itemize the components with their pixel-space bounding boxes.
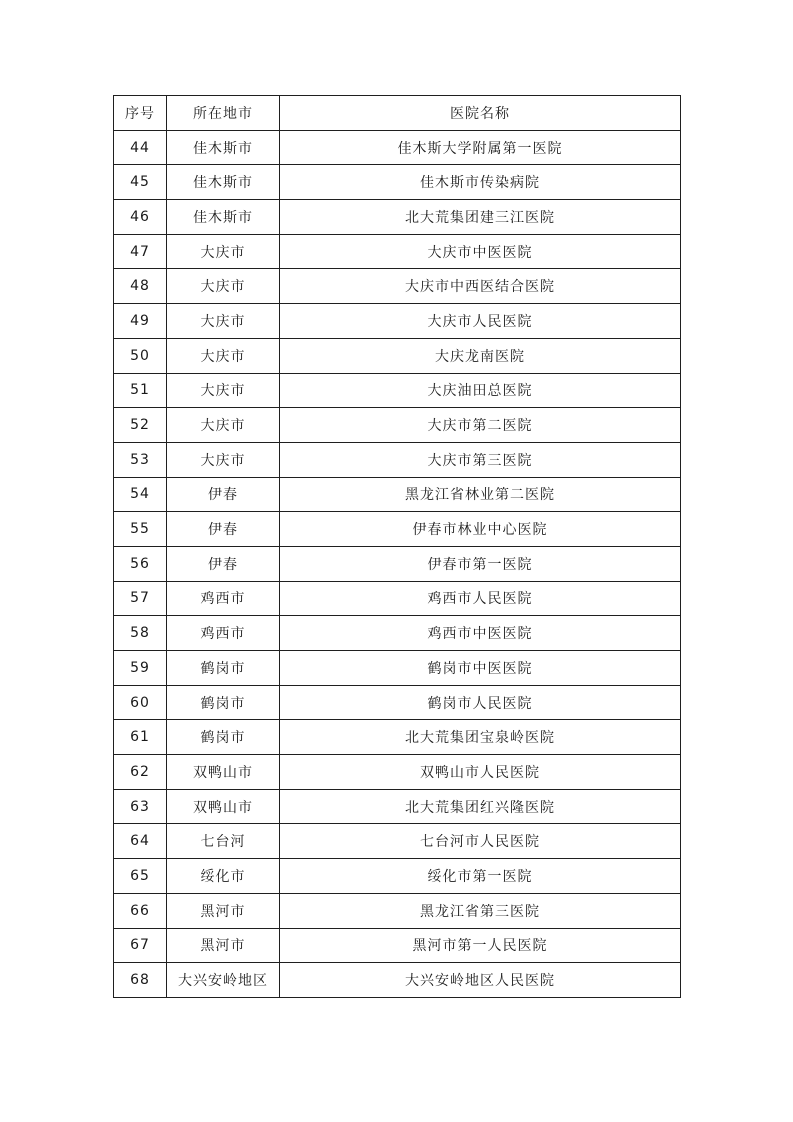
cell-hospital-name: 七台河市人民医院 xyxy=(280,824,681,859)
cell-no: 53 xyxy=(114,442,167,477)
table-row xyxy=(114,616,681,651)
table-row xyxy=(114,963,681,998)
cell-no: 46 xyxy=(114,200,167,235)
cell-hospital-name: 黑河市第一人民医院 xyxy=(280,928,681,963)
cell-no: 52 xyxy=(114,408,167,443)
cell-city: 大庆市 xyxy=(167,338,280,373)
cell-city: 鸡西市 xyxy=(167,581,280,616)
cell-hospital-name: 伊春市林业中心医院 xyxy=(280,512,681,547)
table-row xyxy=(114,442,681,477)
table-row xyxy=(114,408,681,443)
cell-city: 佳木斯市 xyxy=(167,200,280,235)
table-row xyxy=(114,200,681,235)
cell-hospital-name: 鹤岗市人民医院 xyxy=(280,685,681,720)
cell-hospital-name: 大庆龙南医院 xyxy=(280,338,681,373)
cell-city: 大庆市 xyxy=(167,442,280,477)
table-row xyxy=(114,755,681,790)
cell-no: 47 xyxy=(114,234,167,269)
cell-no: 64 xyxy=(114,824,167,859)
cell-no: 54 xyxy=(114,477,167,512)
cell-city: 大兴安岭地区 xyxy=(167,963,280,998)
cell-hospital-name: 大庆市中西医结合医院 xyxy=(280,269,681,304)
cell-no: 66 xyxy=(114,893,167,928)
cell-city: 大庆市 xyxy=(167,408,280,443)
table-header-row xyxy=(114,96,681,131)
cell-no: 58 xyxy=(114,616,167,651)
cell-no: 44 xyxy=(114,130,167,165)
cell-no: 51 xyxy=(114,373,167,408)
cell-city: 伊春 xyxy=(167,546,280,581)
cell-hospital-name: 大庆市第二医院 xyxy=(280,408,681,443)
cell-city: 七台河 xyxy=(167,824,280,859)
cell-city: 鹤岗市 xyxy=(167,685,280,720)
cell-hospital-name: 大庆市第三医院 xyxy=(280,442,681,477)
cell-hospital-name: 伊春市第一医院 xyxy=(280,546,681,581)
table-row xyxy=(114,304,681,339)
cell-city: 鹤岗市 xyxy=(167,720,280,755)
cell-no: 62 xyxy=(114,755,167,790)
hospital-table xyxy=(113,95,681,998)
cell-no: 68 xyxy=(114,963,167,998)
cell-no: 56 xyxy=(114,546,167,581)
cell-city: 大庆市 xyxy=(167,373,280,408)
cell-hospital-name: 北大荒集团建三江医院 xyxy=(280,200,681,235)
cell-city: 鹤岗市 xyxy=(167,651,280,686)
cell-city: 双鸭山市 xyxy=(167,755,280,790)
cell-no: 50 xyxy=(114,338,167,373)
cell-hospital-name: 绥化市第一医院 xyxy=(280,859,681,894)
table-row xyxy=(114,512,681,547)
cell-city: 绥化市 xyxy=(167,859,280,894)
cell-hospital-name: 大庆市中医医院 xyxy=(280,234,681,269)
cell-hospital-name: 大庆市人民医院 xyxy=(280,304,681,339)
cell-hospital-name: 鸡西市中医医院 xyxy=(280,616,681,651)
table-row xyxy=(114,720,681,755)
cell-city: 双鸭山市 xyxy=(167,789,280,824)
table-row xyxy=(114,928,681,963)
cell-no: 48 xyxy=(114,269,167,304)
table-row xyxy=(114,685,681,720)
table-body xyxy=(114,130,681,997)
cell-city: 大庆市 xyxy=(167,269,280,304)
cell-no: 61 xyxy=(114,720,167,755)
table-row xyxy=(114,824,681,859)
cell-no: 59 xyxy=(114,651,167,686)
cell-hospital-name: 鹤岗市中医医院 xyxy=(280,651,681,686)
table-row xyxy=(114,651,681,686)
table-row xyxy=(114,789,681,824)
cell-hospital-name: 佳木斯市传染病院 xyxy=(280,165,681,200)
cell-hospital-name: 双鸭山市人民医院 xyxy=(280,755,681,790)
table-row xyxy=(114,338,681,373)
table-row xyxy=(114,130,681,165)
cell-no: 49 xyxy=(114,304,167,339)
cell-city: 鸡西市 xyxy=(167,616,280,651)
cell-hospital-name: 北大荒集团红兴隆医院 xyxy=(280,789,681,824)
cell-hospital-name: 黑龙江省第三医院 xyxy=(280,893,681,928)
table-row xyxy=(114,581,681,616)
cell-hospital-name: 大兴安岭地区人民医院 xyxy=(280,963,681,998)
cell-city: 黑河市 xyxy=(167,893,280,928)
table-row xyxy=(114,234,681,269)
table-row xyxy=(114,546,681,581)
cell-no: 57 xyxy=(114,581,167,616)
cell-no: 45 xyxy=(114,165,167,200)
cell-city: 伊春 xyxy=(167,477,280,512)
cell-hospital-name: 北大荒集团宝泉岭医院 xyxy=(280,720,681,755)
header-name: 医院名称 xyxy=(280,96,681,131)
cell-no: 65 xyxy=(114,859,167,894)
table-row xyxy=(114,859,681,894)
header-city: 所在地市 xyxy=(167,96,280,131)
cell-no: 55 xyxy=(114,512,167,547)
cell-city: 佳木斯市 xyxy=(167,165,280,200)
cell-no: 67 xyxy=(114,928,167,963)
cell-city: 黑河市 xyxy=(167,928,280,963)
table-row xyxy=(114,165,681,200)
table-row xyxy=(114,269,681,304)
cell-city: 大庆市 xyxy=(167,234,280,269)
table-row xyxy=(114,893,681,928)
cell-hospital-name: 鸡西市人民医院 xyxy=(280,581,681,616)
cell-hospital-name: 大庆油田总医院 xyxy=(280,373,681,408)
header-no: 序号 xyxy=(114,96,167,131)
cell-no: 63 xyxy=(114,789,167,824)
cell-no: 60 xyxy=(114,685,167,720)
cell-city: 伊春 xyxy=(167,512,280,547)
table-row xyxy=(114,373,681,408)
table-row xyxy=(114,477,681,512)
cell-hospital-name: 黑龙江省林业第二医院 xyxy=(280,477,681,512)
cell-city: 大庆市 xyxy=(167,304,280,339)
cell-hospital-name: 佳木斯大学附属第一医院 xyxy=(280,130,681,165)
cell-city: 佳木斯市 xyxy=(167,130,280,165)
